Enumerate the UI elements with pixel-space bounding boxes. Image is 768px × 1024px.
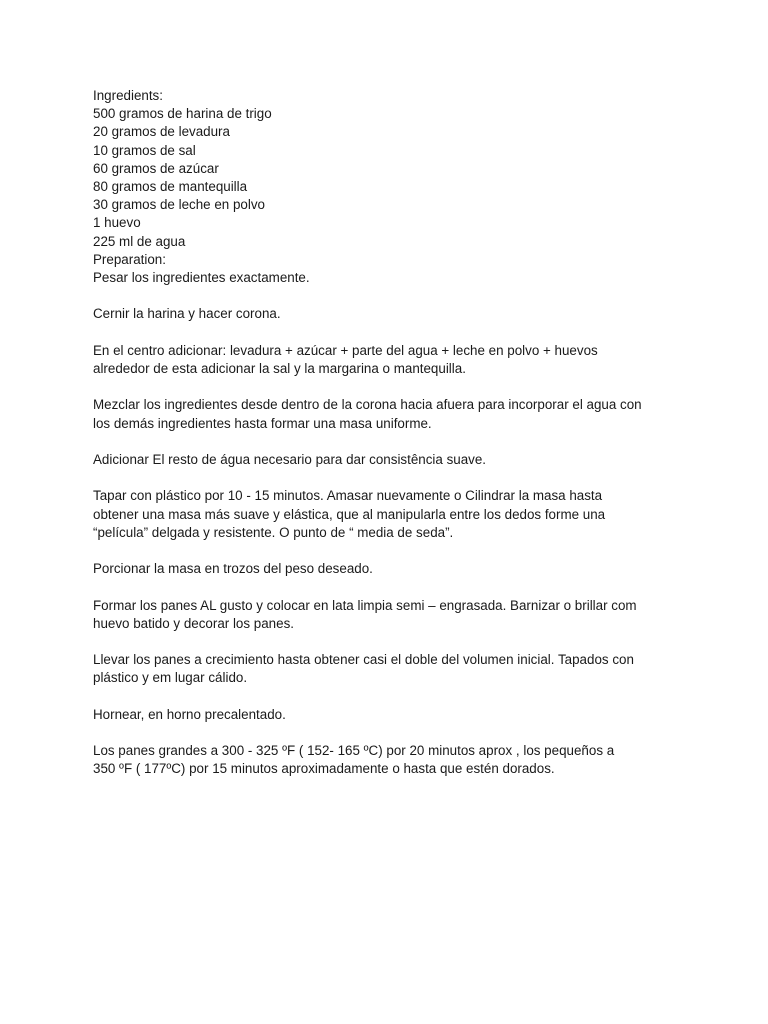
ingredient-item: 30 gramos de leche en polvo [93, 197, 265, 213]
ingredients-heading: Ingredients: [93, 88, 163, 103]
ingredient-item: 80 gramos de mantequilla [93, 179, 248, 195]
ingredient-item: 225 ml de agua [93, 233, 186, 249]
ingredient-item: 1 huevo [93, 215, 141, 231]
paragraph-spacer [93, 433, 733, 451]
preparation-heading: Preparation: [93, 251, 166, 267]
paragraph-spacer [93, 469, 733, 487]
preparation-step: Cernir la harina y hacer corona. [93, 306, 281, 322]
ingredient-item: 60 gramos de azúcar [93, 160, 219, 176]
paragraph-spacer [93, 724, 733, 742]
preparation-step: Mezclar los ingredientes desde dentro de la corona hacia afuera para incorporar el agua con los demás ingredientes hasta formar una masa uniforme. [93, 397, 642, 431]
preparation-step: Pesar los ingredientes exactamente. [93, 270, 310, 286]
preparation-step: Formar los panes AL gusto y colocar en lata limpia semi – engrasada. Barnizar o brillar com huevo batido y decorar los panes. [93, 597, 637, 631]
paragraph-spacer [93, 578, 733, 596]
preparation-step: Llevar los panes a crecimiento hasta obtener casi el doble del volumen inicial. Tapados con plástico y em lugar cálido. [93, 652, 634, 686]
ingredient-item: 500 gramos de harina de trigo [93, 106, 272, 122]
preparation-step: Hornear, en horno precalentado. [93, 706, 286, 722]
paragraph-spacer [93, 633, 733, 651]
preparation-step: Adicionar El resto de água necesario para dar consistência suave. [93, 452, 487, 467]
ingredient-item: 10 gramos de sal [93, 142, 196, 158]
preparation-step: Porcionar la masa en trozos del peso deseado. [93, 561, 373, 577]
preparation-step: En el centro adicionar: levadura + azúcar + parte del agua + leche en polvo + huevos alrededor de esta adicionar la sal y la margarina o mantequilla. [93, 342, 598, 377]
preparation-step: Los panes grandes a 300 - 325 ºF ( 152- 165 ºC) por 20 minutos aprox , los pequeños a 350 ºF ( 177ºC) por 15 minutos aproximadamente o hasta que estén dorados. [93, 743, 615, 777]
paragraph-spacer [93, 287, 733, 305]
document-page [93, 87, 733, 779]
ingredient-item: 20 gramos de levadura [93, 124, 230, 140]
paragraph-spacer [93, 542, 733, 560]
preparation-step: Tapar con plástico por 10 - 15 minutos. Amasar nuevamente o Cilindrar la masa hasta obtener una masa más suave y elástica, que al manipularla entre los dedos forme una “película” delgada y resistente. O punto de “ media de seda”. [93, 488, 606, 540]
paragraph-spacer [93, 378, 733, 396]
paragraph-spacer [93, 324, 733, 342]
paragraph-spacer [93, 688, 733, 706]
